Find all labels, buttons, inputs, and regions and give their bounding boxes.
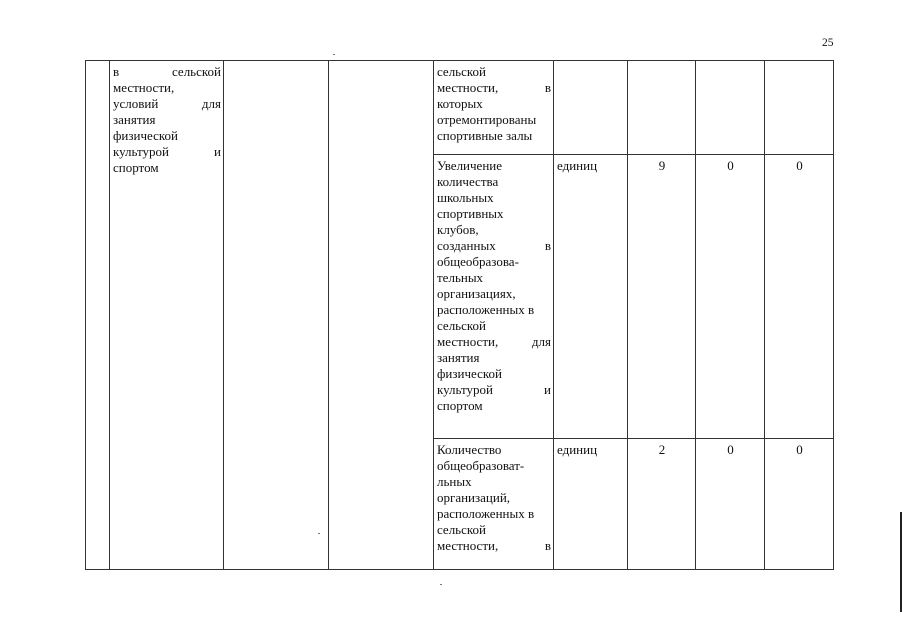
- indicator-line: Количество: [437, 442, 502, 457]
- unit-cell: [554, 61, 628, 155]
- value-cell: [765, 61, 834, 155]
- value-cell: 2: [628, 439, 696, 570]
- indicator-line: созданных в: [437, 238, 551, 253]
- indicator-line: Увеличение: [437, 158, 503, 173]
- indicator-cell: [434, 61, 554, 155]
- indicator-line: количества: [437, 174, 499, 189]
- indicator-line: общеобразова-: [437, 254, 519, 269]
- indicator-line: льных: [437, 474, 472, 489]
- objective-line: условий для: [113, 96, 221, 111]
- indicator-line: общеобразоват-: [437, 458, 525, 473]
- empty-cell: [329, 61, 434, 570]
- objective-line: спортом: [113, 160, 159, 175]
- page-number: 25: [822, 37, 834, 49]
- indicator-cell: [434, 439, 554, 570]
- indicator-line: местности, для: [437, 334, 551, 349]
- table-row: [86, 61, 834, 155]
- indicator-line: сельской: [437, 522, 486, 537]
- indicator-line: местности, в: [437, 80, 551, 95]
- empty-cell: [224, 61, 329, 570]
- indicator-line: расположенных в: [437, 302, 535, 317]
- unit-cell: единиц: [554, 439, 628, 570]
- indicator-line: местности, в: [437, 538, 551, 553]
- indicator-line: отремонтированы: [437, 112, 537, 127]
- index-cell: [86, 61, 110, 570]
- indicators-table: [85, 60, 834, 570]
- value-cell: 0: [765, 439, 834, 570]
- indicator-line: спортивных: [437, 206, 504, 221]
- objective-cell: [110, 61, 224, 570]
- unit-cell: единиц: [554, 155, 628, 439]
- objective-line: занятия: [113, 112, 156, 127]
- scan-speck: [333, 54, 335, 55]
- indicator-cell: [434, 155, 554, 439]
- objective-line: культурой и: [113, 144, 221, 159]
- indicator-line: сельской: [437, 318, 486, 333]
- indicator-line: школьных: [437, 190, 494, 205]
- indicator-line: физической: [437, 366, 502, 381]
- indicator-line: спортом: [437, 398, 483, 413]
- scan-edge-mark: [900, 512, 902, 612]
- objective-line: физической: [113, 128, 178, 143]
- scan-speck: [318, 533, 320, 534]
- indicator-line: тельных: [437, 270, 484, 285]
- indicator-line: организаций,: [437, 490, 511, 505]
- indicator-line: клубов,: [437, 222, 479, 237]
- indicator-line: культурой и: [437, 382, 551, 397]
- objective-line: в сельской: [113, 64, 221, 79]
- objective-line: местности,: [113, 80, 175, 95]
- value-cell: 0: [696, 155, 765, 439]
- indicator-line: которых: [437, 96, 483, 111]
- indicator-line: расположенных в: [437, 506, 535, 521]
- indicator-line: спортивные залы: [437, 128, 533, 143]
- indicator-line: организациях,: [437, 286, 516, 301]
- value-cell: 0: [765, 155, 834, 439]
- value-cell: [628, 61, 696, 155]
- scan-speck: [440, 584, 442, 585]
- value-cell: [696, 61, 765, 155]
- indicator-line: сельской: [437, 64, 486, 79]
- value-cell: 9: [628, 155, 696, 439]
- value-cell: 0: [696, 439, 765, 570]
- indicator-line: занятия: [437, 350, 480, 365]
